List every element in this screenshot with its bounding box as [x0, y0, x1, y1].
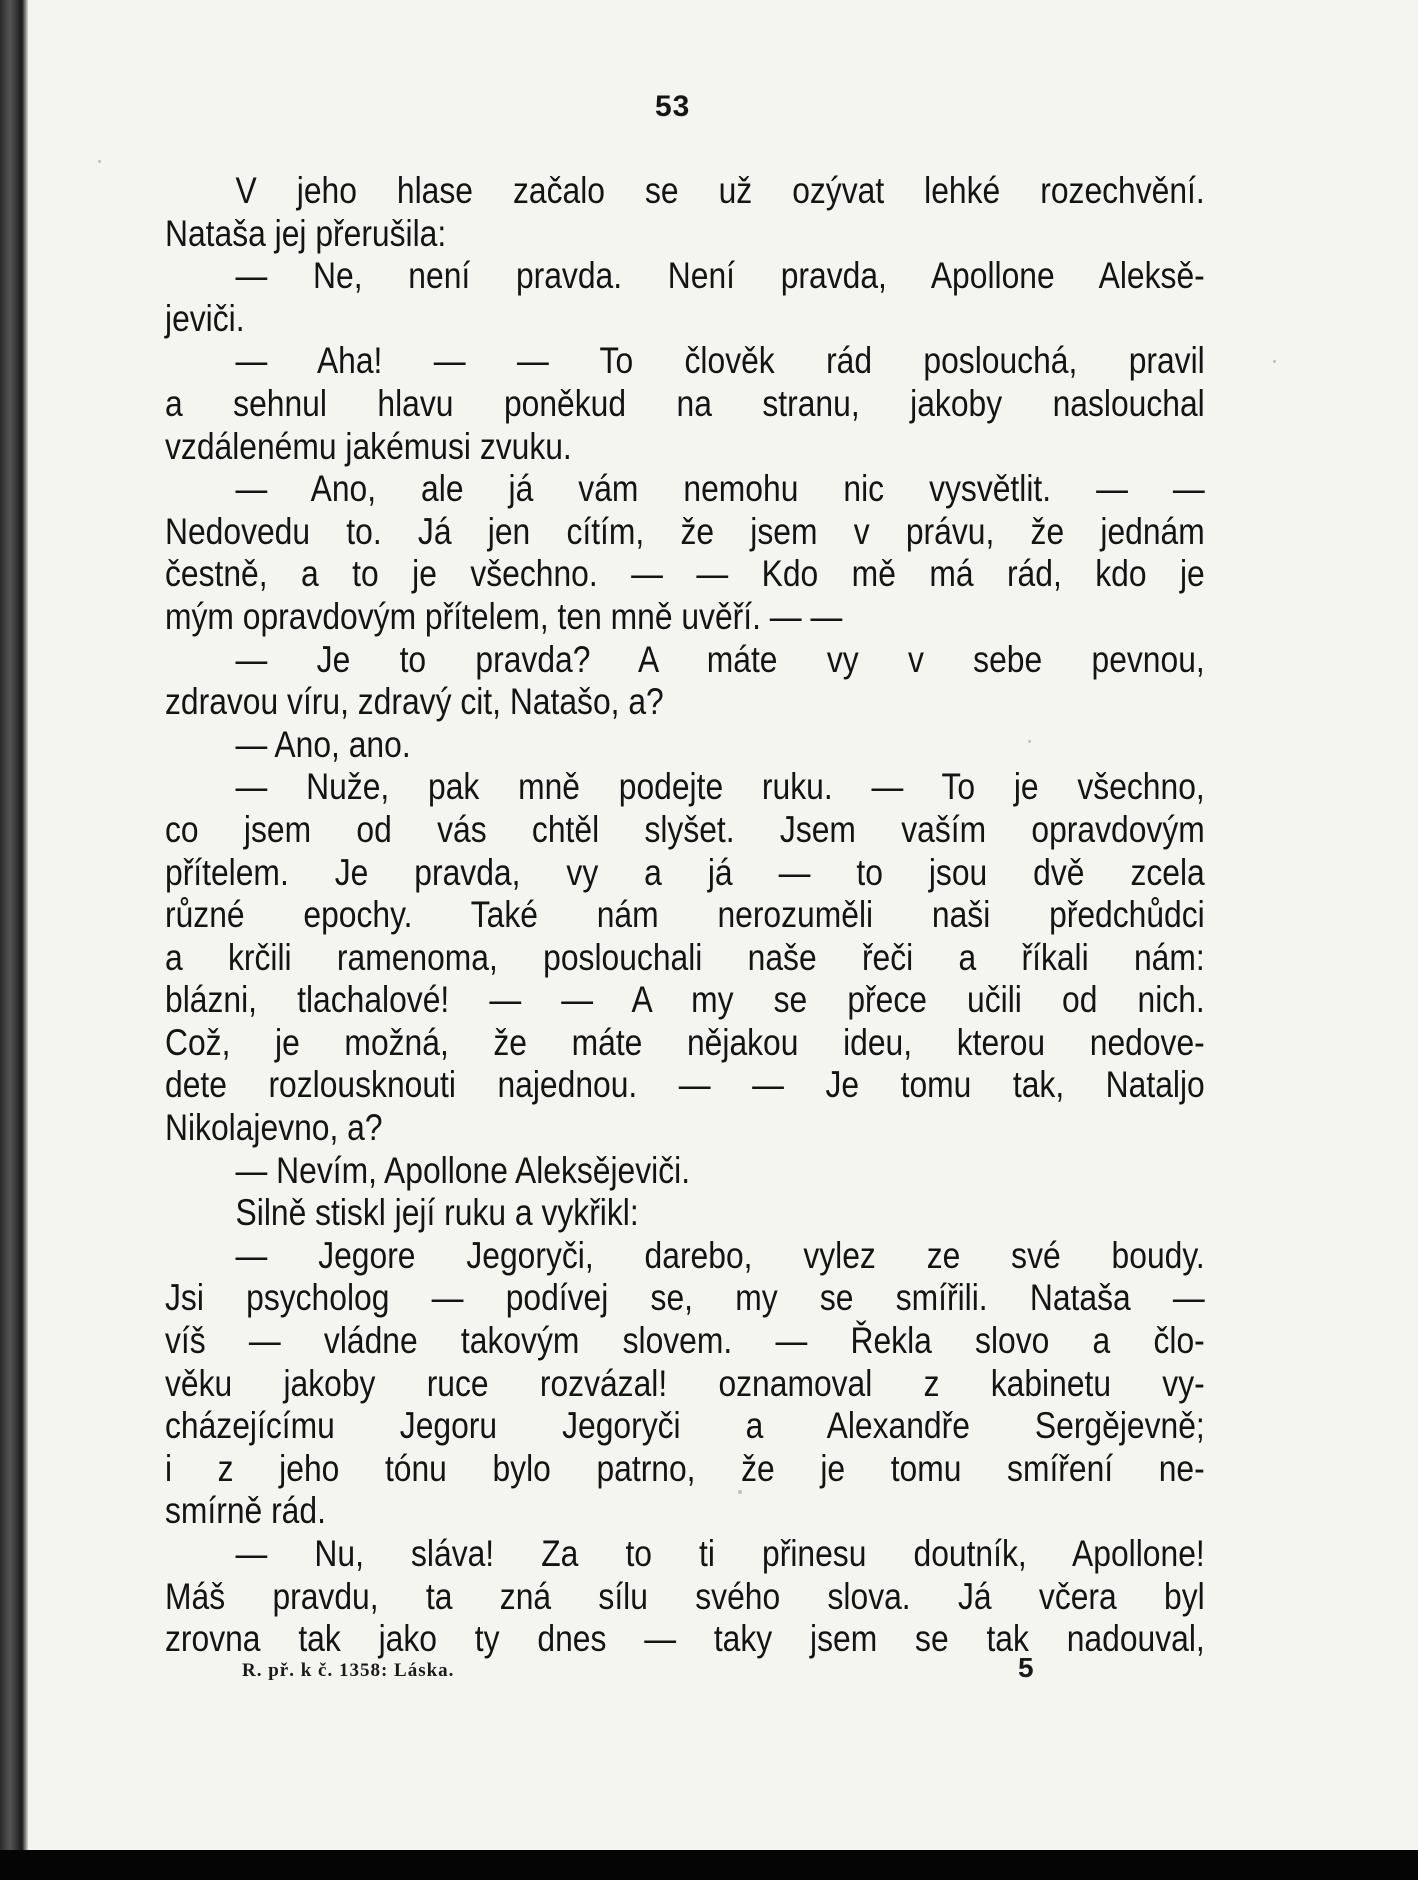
text-line: mým opravdovým přítelem, ten mně uvěří. — — — [165, 595, 843, 637]
page-number: 53 — [655, 90, 691, 123]
text-line: Nataša jej přerušila: — [165, 212, 447, 254]
text-line: — Jegore Jegoryči, darebo, vylez ze své boudy. — [235, 1234, 1205, 1276]
paper-speck — [98, 160, 101, 163]
text-line: vzdálenému jakémusi zvuku. — [165, 425, 572, 467]
text-line: jeviči. — [165, 297, 245, 339]
text-line: Nikolajevno, a? — [165, 1107, 383, 1149]
text-line: smírně rád. — [165, 1490, 326, 1532]
text-line: — Nuže, pak mně podejte ruku. — To je všechno, — [235, 766, 1205, 808]
text-line: dete rozlousknouti najednou. — — Je tomu tak, Nataljo — [165, 1064, 1205, 1106]
text-line: — Nevím, Apollone Aleksějeviči. — [235, 1149, 691, 1191]
text-line: přítelem. Je pravda, vy a já — to jsou dvě zcela — [165, 851, 1205, 893]
footer-signature: R. př. k č. 1358: Láska. — [242, 1660, 455, 1681]
paper-speck — [1273, 360, 1276, 363]
text-line: Což, je možná, že máte nějakou ideu, kterou nedove- — [165, 1021, 1205, 1063]
text-line: i z jeho tónu bylo patrno, že je tomu smíření ne- — [165, 1447, 1205, 1489]
text-line: Silně stiskl její ruku a vykřikl: — [235, 1192, 639, 1234]
footer-sheet-number: 5 — [1018, 1652, 1034, 1683]
text-line: — Nu, sláva! Za to ti přinesu doutník, Apollone! — [235, 1533, 1205, 1574]
text-line: — Ano, ale já vám nemohu nic vysvětlit. — — — [235, 468, 1205, 510]
text-line: cházejícímu Jegoru Jegoryči a Alexandře Sergějevně; — [165, 1405, 1205, 1447]
text-line: Jsi psycholog — podívej se, my se smířili. Nataša — — [165, 1277, 1205, 1319]
text-line: různé epochy. Také nám nerozuměli naši předchůdci — [165, 894, 1205, 936]
page-binding-edge — [0, 0, 28, 1880]
body-text — [165, 170, 1205, 1661]
text-line: víš — vládne takovým slovem. — Řekla slovo a člo- — [165, 1320, 1205, 1362]
text-line: V jeho hlase začalo se už ozývat lehké rozechvění. — [235, 170, 1205, 211]
text-line: — Aha! — — To člověk rád poslouchá, pravil — [235, 340, 1205, 382]
text-line: Máš pravdu, ta zná sílu svého slova. Já včera byl — [165, 1575, 1205, 1617]
text-line: čestně, a to je všechno. — — Kdo mě má rád, kdo je — [165, 553, 1205, 595]
scan-bottom-edge — [0, 1850, 1418, 1880]
text-line: a krčili ramenoma, poslouchali naše řeči a říkali nám: — [165, 936, 1205, 978]
text-line: zdravou víru, zdravý cit, Natašo, a? — [165, 681, 664, 723]
text-line: Nedovedu to. Já jen cítím, že jsem v právu, že jednám — [165, 510, 1205, 552]
text-line: — Ne, není pravda. Není pravda, Apollone Aleksě- — [235, 255, 1205, 297]
text-line: a sehnul hlavu poněkud na stranu, jakoby naslouchal — [165, 382, 1205, 424]
text-line: — Ano, ano. — [235, 723, 411, 765]
text-line: — Je to pravda? A máte vy v sebe pevnou, — [235, 638, 1205, 680]
text-line: věku jakoby ruce rozvázal! oznamoval z kabinetu vy- — [165, 1362, 1205, 1404]
text-line: zrovna tak jako ty dnes — taky jsem se tak nadouval, — [165, 1618, 1205, 1660]
text-line: blázni, tlachalové! — — A my se přece učili od nich. — [165, 979, 1205, 1021]
text-line: co jsem od vás chtěl slyšet. Jsem vaším opravdovým — [165, 808, 1205, 850]
